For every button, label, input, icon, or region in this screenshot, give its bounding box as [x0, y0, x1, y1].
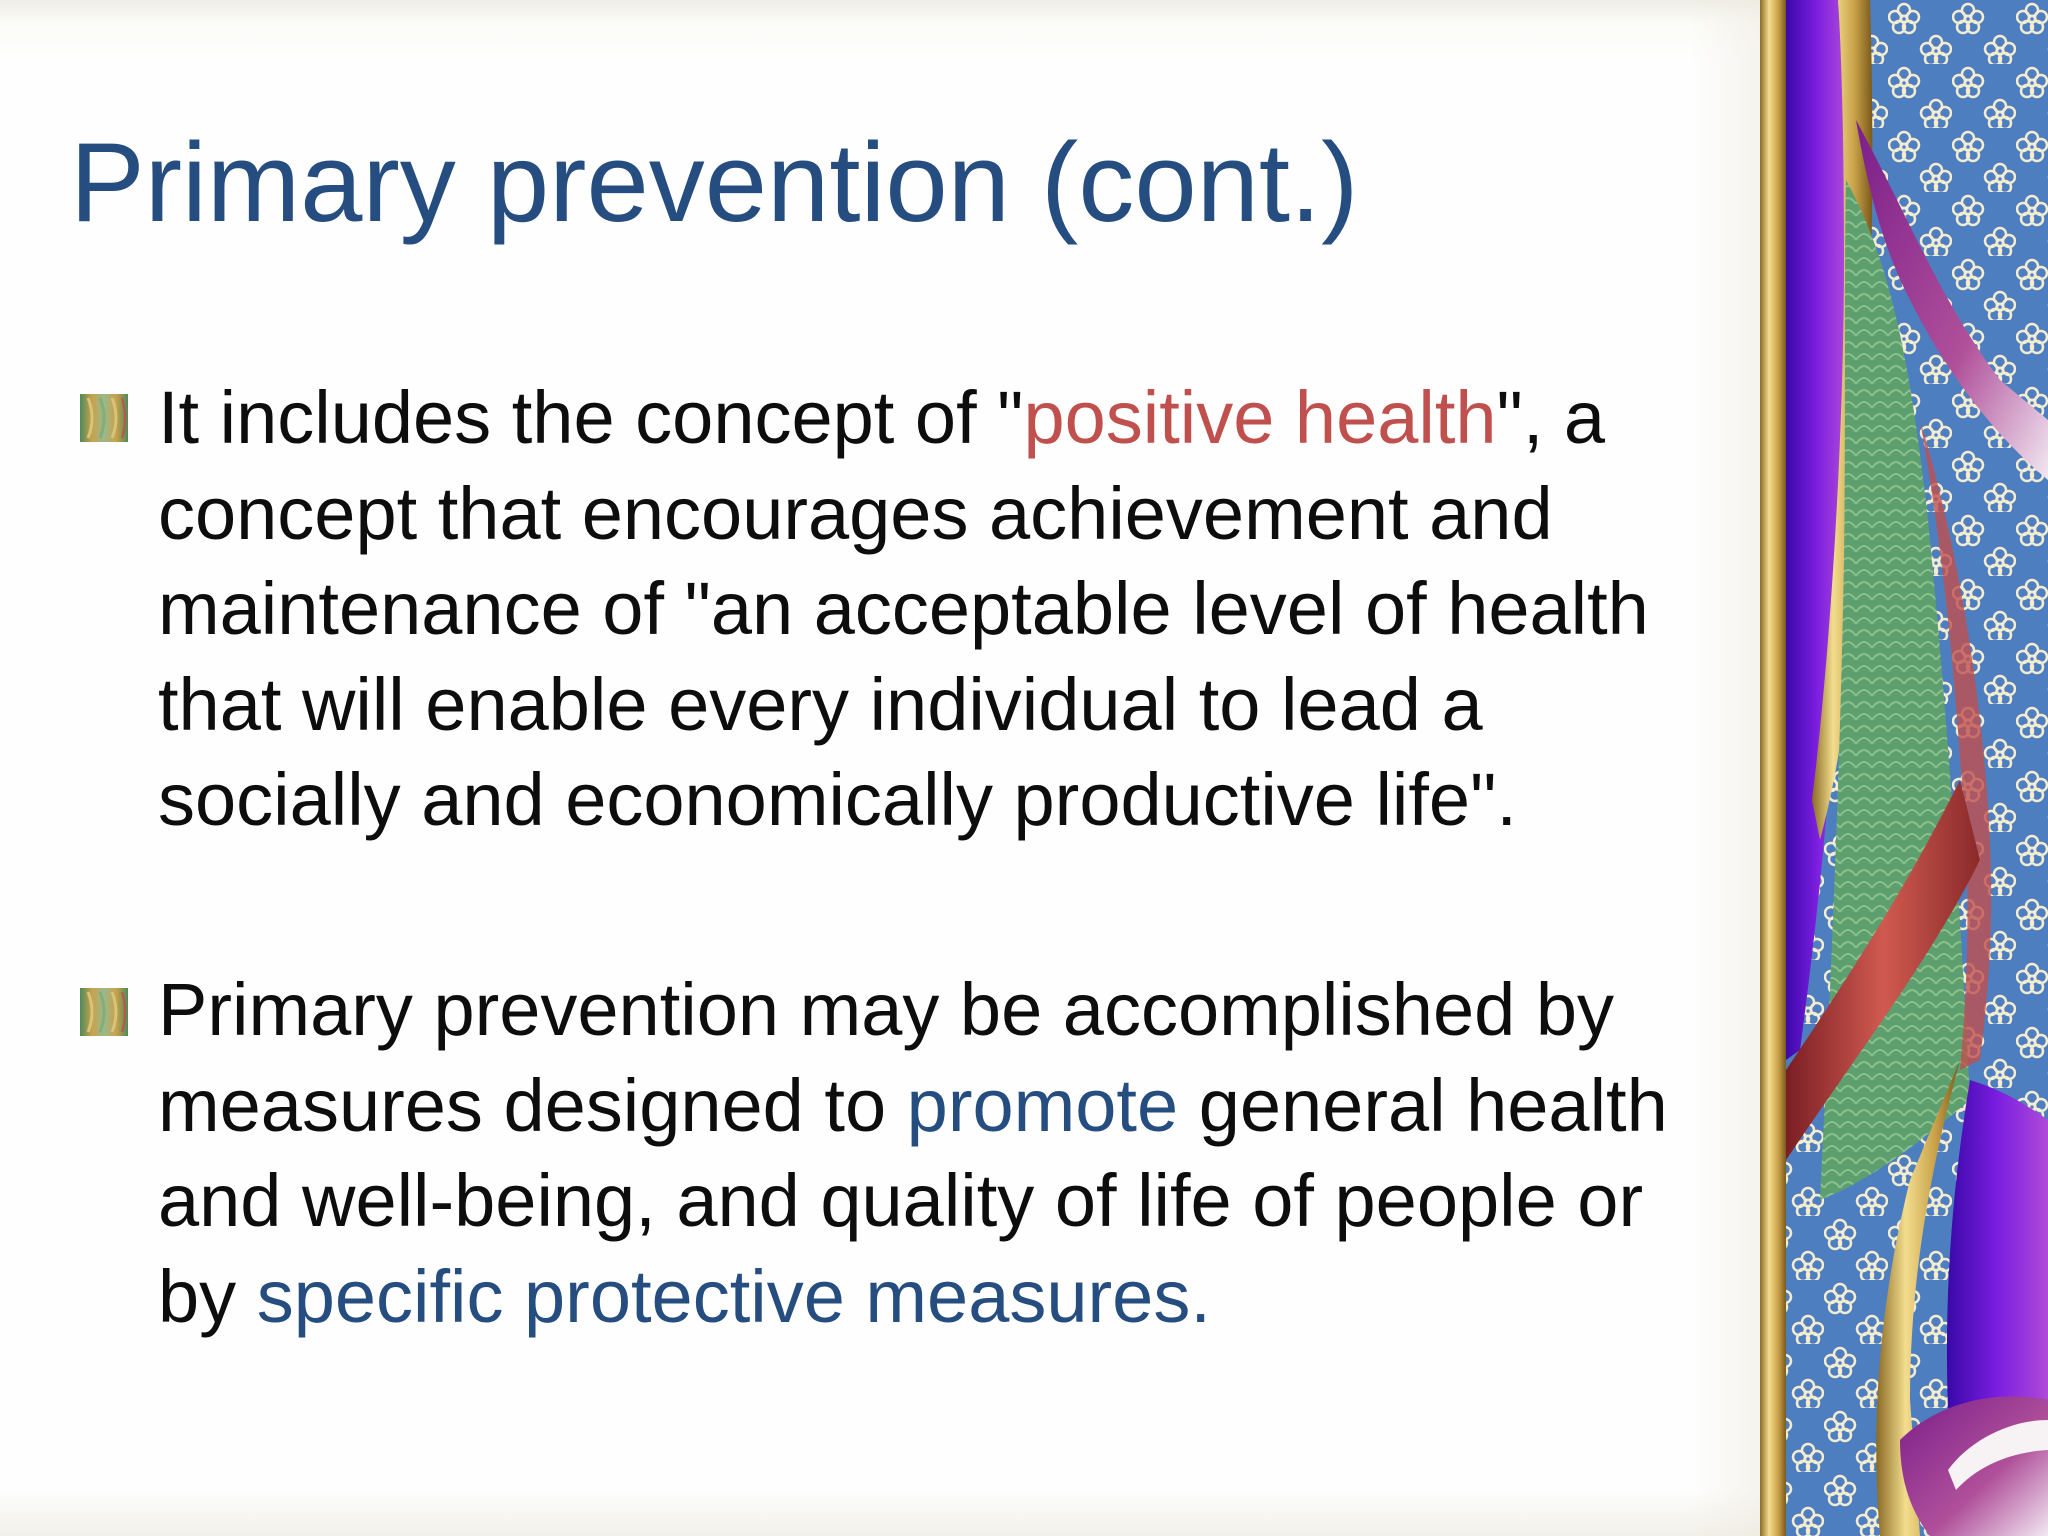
bullet-1-text-start: It includes the concept of " — [158, 376, 1024, 459]
decorative-floral-ribbon — [1760, 0, 2048, 1536]
bullet-2-text-start: Primary prevention may be accomplished by measures designed to — [158, 968, 1614, 1147]
bullet-text-primary-prevention — [158, 962, 1718, 1344]
bullet-1-text-end: ", a concept that encourages achievement and maintenance of "an acceptable level of health that will enable every individual to lead a socially and economically productive life". — [158, 376, 1649, 841]
promote-emphasis: promote — [906, 1063, 1179, 1147]
bullet-text-positive-health — [158, 370, 1718, 848]
bullet-icon — [80, 988, 128, 1036]
positive-health-emphasis: positive health — [1023, 376, 1497, 459]
bullet-2-text-middle: general health and well-being, and quality of life of people or by — [158, 1063, 1668, 1338]
specific-protective-measures-emphasis: specific protective measures. — [256, 1254, 1211, 1338]
bullet-icon — [80, 394, 128, 442]
slide-title: Primary prevention (cont.) — [70, 120, 1359, 245]
